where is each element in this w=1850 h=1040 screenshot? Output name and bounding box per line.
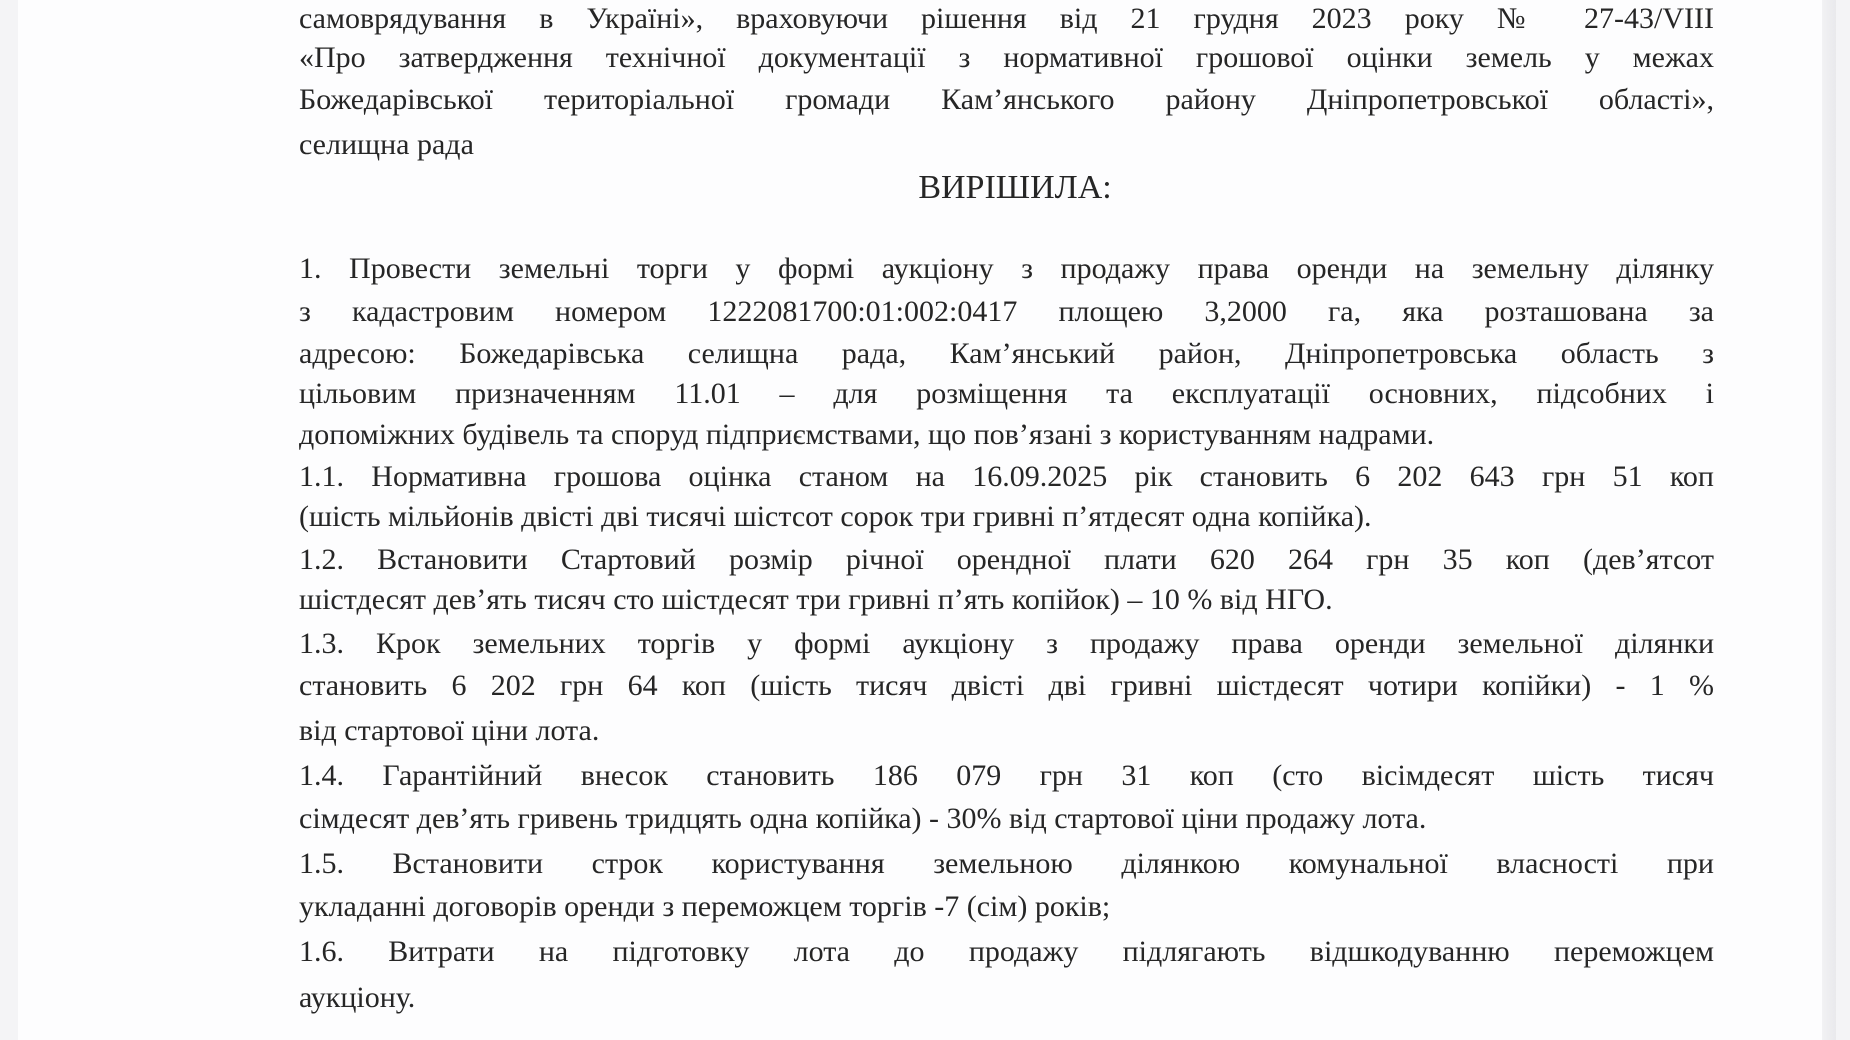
resolution-line: 1.3. Крок земельних торгів у формі аукціону з продажу права оренди земельної ділянки <box>299 627 1714 660</box>
resolution-line: сімдесят дев’ять гривень тридцять одна копійка) - 30% від стартової ціни продажу лота. <box>299 802 1427 835</box>
resolution-line: аукціону. <box>299 981 416 1014</box>
resolution-line: цільовим призначенням 11.01 – для розміщення та експлуатації основних, підсобних і <box>299 377 1714 410</box>
preamble-line: Божедарівської територіальної громади Кам’янського району Дніпропетровської області», <box>299 83 1714 116</box>
resolution-line: 1.5. Встановити строк користування земельною ділянкою комунальної власності при <box>299 847 1714 880</box>
resolution-line: укладанні договорів оренди з переможцем торгів -7 (сім) років; <box>299 890 1111 923</box>
decision-heading: ВИРІШИЛА: <box>918 169 1112 206</box>
resolution-line: 1.4. Гарантійний внесок становить 186 079 грн 31 коп (сто вісімдесят шість тисяч <box>299 759 1714 792</box>
page-edge-shadow <box>1822 0 1836 1040</box>
resolution-line: шістдесят дев’ять тисяч сто шістдесят три гривні п’ять копійок) – 10 % від НГО. <box>299 583 1333 616</box>
resolution-line: з кадастровим номером 1222081700:01:002:0417 площею 3,2000 га, яка розташована за <box>299 295 1714 328</box>
resolution-line: адресою: Божедарівська селищна рада, Кам’янський район, Дніпропетровська область з <box>299 337 1714 370</box>
resolution-line: становить 6 202 грн 64 коп (шість тисяч двісті дві гривні шістдесят чотири копійки) - 1 % <box>299 669 1714 702</box>
preamble-line: самоврядування в Україні», враховуючи рішення від 21 грудня 2023 року № 27-43/VIII <box>299 2 1714 35</box>
resolution-line: допоміжних будівель та споруд підприємствами, що пов’язані з користуванням надрами. <box>299 418 1435 451</box>
resolution-line: 1.1. Нормативна грошова оцінка станом на 16.09.2025 рік становить 6 202 643 грн 51 коп <box>299 460 1714 493</box>
resolution-line: 1. Провести земельні торги у формі аукціону з продажу права оренди на земельну ділянку <box>299 252 1714 285</box>
resolution-line: 1.2. Встановити Стартовий розмір річної орендної плати 620 264 грн 35 коп (дев’ятсот <box>299 543 1714 576</box>
preamble-line: селищна рада <box>299 128 474 161</box>
resolution-line: від стартової ціни лота. <box>299 714 600 747</box>
preamble-line: «Про затвердження технічної документації з нормативної грошової оцінки земель у межах <box>299 41 1714 74</box>
resolution-line: (шість мільйонів двісті дві тисячі шістсот сорок три гривні п’ятдесят одна копійка). <box>299 500 1372 533</box>
resolution-line: 1.6. Витрати на підготовку лота до продажу підлягають відшкодуванню переможцем <box>299 935 1714 968</box>
